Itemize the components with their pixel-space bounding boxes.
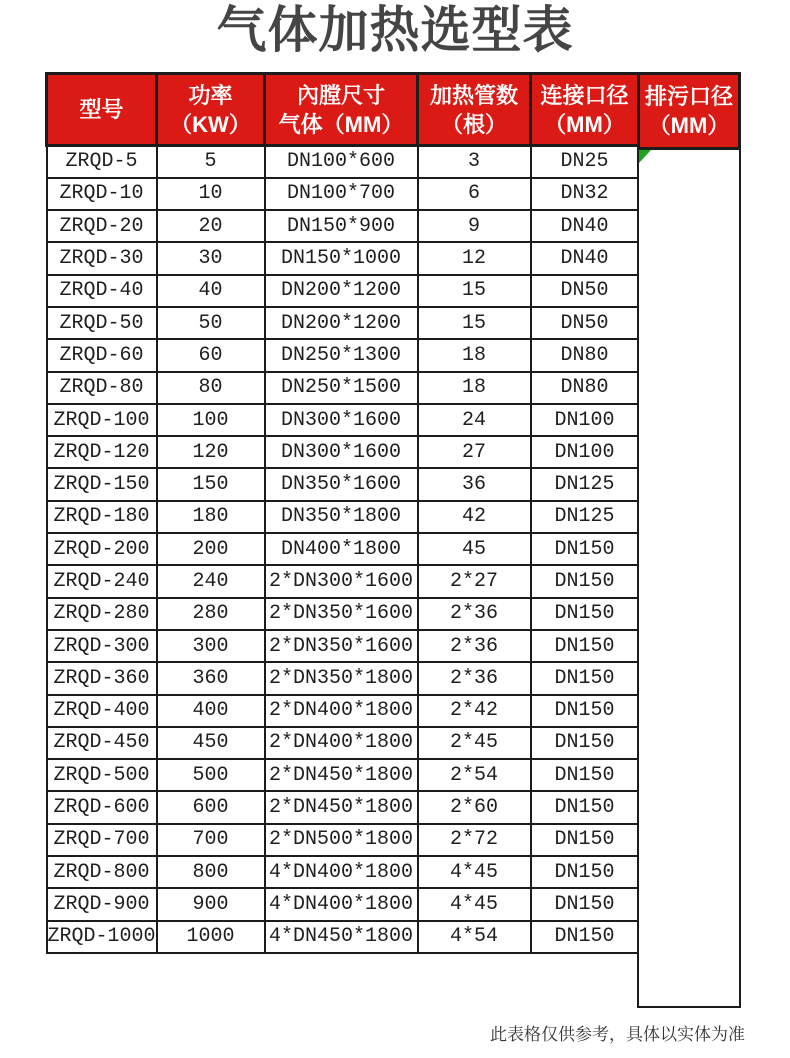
cell-tube-count: 36 xyxy=(418,468,531,500)
cell-chamber-size: DN350*1800 xyxy=(265,501,418,533)
cell-power: 80 xyxy=(157,372,265,404)
table-row xyxy=(47,695,639,727)
table-row xyxy=(47,824,639,856)
cell-connection-size: DN150 xyxy=(531,791,639,823)
cell-power: 240 xyxy=(157,565,265,597)
cell-model: ZRQD-200 xyxy=(47,533,157,565)
cell-power: 100 xyxy=(157,404,265,436)
cell-connection-size: DN40 xyxy=(531,242,639,274)
table-row xyxy=(47,210,639,242)
header-line: （根） xyxy=(440,111,507,137)
table-row xyxy=(47,372,639,404)
col-header-model xyxy=(47,74,157,146)
cell-chamber-size: 2*DN350*1600 xyxy=(265,630,418,662)
cell-connection-size: DN80 xyxy=(531,339,639,371)
cell-chamber-size: DN250*1500 xyxy=(265,372,418,404)
cell-power: 800 xyxy=(157,856,265,888)
header-line: 功率 xyxy=(188,82,233,108)
cell-chamber-size: 2*DN500*1800 xyxy=(265,824,418,856)
header-line: 加热管数 xyxy=(429,82,518,108)
header-line: （KW） xyxy=(170,111,251,137)
cell-connection-size: DN125 xyxy=(531,501,639,533)
cell-tube-count: 2*42 xyxy=(418,695,531,727)
table-row xyxy=(47,791,639,823)
cell-tube-count: 45 xyxy=(418,533,531,565)
header-line: （MM） xyxy=(648,113,730,138)
table-row xyxy=(47,888,639,920)
cell-connection-size: DN150 xyxy=(531,533,639,565)
table-row xyxy=(47,178,639,210)
table-row xyxy=(47,468,639,500)
cell-connection-size: DN150 xyxy=(531,856,639,888)
header-row xyxy=(47,74,639,146)
cell-tube-count: 2*36 xyxy=(418,598,531,630)
cell-tube-count: 4*54 xyxy=(418,921,531,953)
cell-tube-count: 2*60 xyxy=(418,791,531,823)
cell-model: ZRQD-40 xyxy=(47,275,157,307)
cell-chamber-size: DN350*1600 xyxy=(265,468,418,500)
cell-tube-count: 2*54 xyxy=(418,759,531,791)
cell-chamber-size: 4*DN400*1800 xyxy=(265,888,418,920)
cell-connection-size: DN150 xyxy=(531,921,639,953)
table-row xyxy=(47,727,639,759)
cell-connection-size: DN150 xyxy=(531,662,639,694)
cell-tube-count: 3 xyxy=(418,146,531,178)
cell-power: 500 xyxy=(157,759,265,791)
cell-model: ZRQD-280 xyxy=(47,598,157,630)
cell-power: 360 xyxy=(157,662,265,694)
cell-connection-size: DN100 xyxy=(531,404,639,436)
cell-model: ZRQD-120 xyxy=(47,436,157,468)
table-row xyxy=(47,146,639,178)
cell-connection-size: DN150 xyxy=(531,695,639,727)
cell-chamber-size: DN200*1200 xyxy=(265,275,418,307)
cell-connection-size: DN50 xyxy=(531,275,639,307)
cell-model: ZRQD-700 xyxy=(47,824,157,856)
cell-model: ZRQD-20 xyxy=(47,210,157,242)
table-row xyxy=(47,921,639,953)
cell-tube-count: 12 xyxy=(418,242,531,274)
table-row xyxy=(47,533,639,565)
cell-connection-size: DN25 xyxy=(531,146,639,178)
cell-model: ZRQD-5 xyxy=(47,146,157,178)
cell-power: 150 xyxy=(157,468,265,500)
cell-model: ZRQD-1000 xyxy=(47,921,157,953)
cell-power: 280 xyxy=(157,598,265,630)
cell-tube-count: 4*45 xyxy=(418,856,531,888)
cell-power: 300 xyxy=(157,630,265,662)
table-row xyxy=(47,436,639,468)
cell-model: ZRQD-30 xyxy=(47,242,157,274)
cell-power: 30 xyxy=(157,242,265,274)
cell-model: ZRQD-300 xyxy=(47,630,157,662)
cell-model: ZRQD-240 xyxy=(47,565,157,597)
header-line: 型号 xyxy=(79,97,124,122)
cell-model: ZRQD-360 xyxy=(47,662,157,694)
table-row xyxy=(47,630,639,662)
cell-power: 180 xyxy=(157,501,265,533)
cell-connection-size: DN125 xyxy=(531,468,639,500)
cell-power: 600 xyxy=(157,791,265,823)
cell-chamber-size: 2*DN450*1800 xyxy=(265,791,418,823)
cell-model: ZRQD-450 xyxy=(47,727,157,759)
cell-tube-count: 2*36 xyxy=(418,630,531,662)
cell-model: ZRQD-500 xyxy=(47,759,157,791)
table-row xyxy=(47,275,639,307)
cell-tube-count: 18 xyxy=(418,372,531,404)
cell-tube-count: 18 xyxy=(418,339,531,371)
cell-chamber-size: 2*DN350*1600 xyxy=(265,598,418,630)
cell-connection-size: DN50 xyxy=(531,307,639,339)
cell-drain-merged xyxy=(637,150,741,1008)
table-row xyxy=(47,662,639,694)
cell-model: ZRQD-60 xyxy=(47,339,157,371)
cell-tube-count: 24 xyxy=(418,404,531,436)
cell-connection-size: DN150 xyxy=(531,888,639,920)
col-header-chamber-size xyxy=(265,74,418,146)
cell-tube-count: 9 xyxy=(418,210,531,242)
cell-model: ZRQD-50 xyxy=(47,307,157,339)
cell-connection-size: DN150 xyxy=(531,824,639,856)
cell-connection-size: DN80 xyxy=(531,372,639,404)
header-line: 內膛尺寸 xyxy=(296,82,385,108)
table-body xyxy=(47,146,639,953)
cell-model: ZRQD-10 xyxy=(47,178,157,210)
cell-model: ZRQD-600 xyxy=(47,791,157,823)
cell-power: 50 xyxy=(157,307,265,339)
cell-tube-count: 15 xyxy=(418,307,531,339)
cell-model: ZRQD-900 xyxy=(47,888,157,920)
cell-chamber-size: DN100*600 xyxy=(265,146,418,178)
table-header xyxy=(47,74,639,146)
cell-power: 450 xyxy=(157,727,265,759)
cell-tube-count: 2*72 xyxy=(418,824,531,856)
col-header-drain-size xyxy=(637,72,741,150)
cell-model: ZRQD-800 xyxy=(47,856,157,888)
header-line: （MM） xyxy=(544,111,625,137)
col-header-power xyxy=(157,74,265,146)
cell-connection-size: DN150 xyxy=(531,727,639,759)
spec-table xyxy=(45,72,640,954)
cell-tube-count: 2*45 xyxy=(418,727,531,759)
cell-power: 10 xyxy=(157,178,265,210)
cell-chamber-size: 2*DN400*1800 xyxy=(265,695,418,727)
cell-power: 40 xyxy=(157,275,265,307)
table-row xyxy=(47,339,639,371)
cell-chamber-size: DN400*1800 xyxy=(265,533,418,565)
cell-chamber-size: 4*DN400*1800 xyxy=(265,856,418,888)
table-row xyxy=(47,242,639,274)
cell-connection-size: DN150 xyxy=(531,759,639,791)
cell-power: 1000 xyxy=(157,921,265,953)
header-line: 连接口径 xyxy=(540,82,629,108)
cell-chamber-size: DN300*1600 xyxy=(265,436,418,468)
cell-power: 200 xyxy=(157,533,265,565)
cell-model: ZRQD-400 xyxy=(47,695,157,727)
cell-chamber-size: DN150*900 xyxy=(265,210,418,242)
cell-connection-size: DN40 xyxy=(531,210,639,242)
cell-model: ZRQD-100 xyxy=(47,404,157,436)
cell-chamber-size: DN250*1300 xyxy=(265,339,418,371)
cell-tube-count: 27 xyxy=(418,436,531,468)
cell-chamber-size: 4*DN450*1800 xyxy=(265,921,418,953)
col-header-connection-size xyxy=(531,74,639,146)
cell-tube-count: 15 xyxy=(418,275,531,307)
footnote: 此表格仅供参考，具体以实体为准 xyxy=(490,1025,745,1044)
cell-model: ZRQD-80 xyxy=(47,372,157,404)
cell-connection-size: DN100 xyxy=(531,436,639,468)
drain-column xyxy=(637,72,741,1008)
cell-chamber-size: DN100*700 xyxy=(265,178,418,210)
cell-tube-count: 6 xyxy=(418,178,531,210)
table-row xyxy=(47,565,639,597)
selection-table xyxy=(45,72,640,954)
cell-power: 700 xyxy=(157,824,265,856)
cell-tube-count: 2*36 xyxy=(418,662,531,694)
cell-power: 900 xyxy=(157,888,265,920)
cell-connection-size: DN32 xyxy=(531,178,639,210)
page-title: 气体加热选型表 xyxy=(216,2,574,58)
cell-chamber-size: 2*DN300*1600 xyxy=(265,565,418,597)
cell-power: 20 xyxy=(157,210,265,242)
cell-tube-count: 42 xyxy=(418,501,531,533)
cell-connection-size: DN150 xyxy=(531,565,639,597)
cell-connection-size: DN150 xyxy=(531,598,639,630)
cell-power: 400 xyxy=(157,695,265,727)
cell-chamber-size: 2*DN400*1800 xyxy=(265,727,418,759)
header-line: 排污口径 xyxy=(644,84,733,109)
table-row xyxy=(47,307,639,339)
table-row xyxy=(47,759,639,791)
table-row xyxy=(47,598,639,630)
cell-tube-count: 2*27 xyxy=(418,565,531,597)
cell-chamber-size: DN150*1000 xyxy=(265,242,418,274)
cell-connection-size: DN150 xyxy=(531,630,639,662)
cell-power: 120 xyxy=(157,436,265,468)
cell-chamber-size: DN200*1200 xyxy=(265,307,418,339)
table-row xyxy=(47,856,639,888)
header-line: 气体（MM） xyxy=(278,111,404,137)
cell-power: 5 xyxy=(157,146,265,178)
cell-power: 60 xyxy=(157,339,265,371)
table-row xyxy=(47,501,639,533)
cell-chamber-size: 2*DN450*1800 xyxy=(265,759,418,791)
cell-model: ZRQD-150 xyxy=(47,468,157,500)
cell-corner-flag-icon xyxy=(639,150,651,163)
cell-chamber-size: DN300*1600 xyxy=(265,404,418,436)
col-header-tube-count xyxy=(418,74,531,146)
table-row xyxy=(47,404,639,436)
cell-model: ZRQD-180 xyxy=(47,501,157,533)
cell-tube-count: 4*45 xyxy=(418,888,531,920)
cell-chamber-size: 2*DN350*1800 xyxy=(265,662,418,694)
